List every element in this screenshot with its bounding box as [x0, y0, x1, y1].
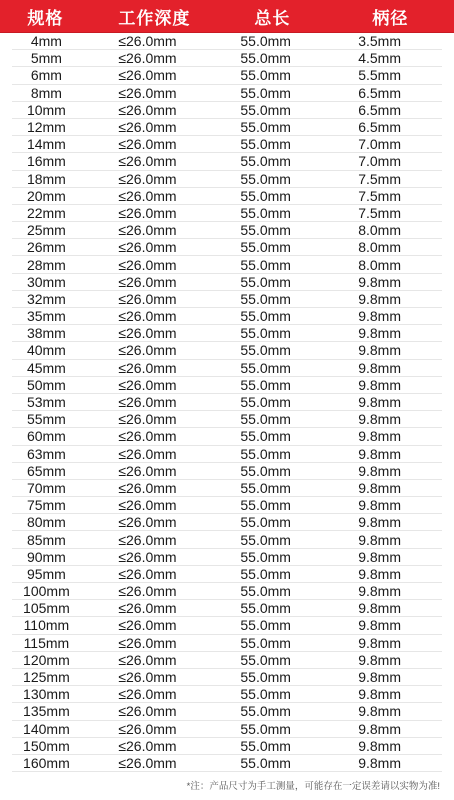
- header-total-length: 总长: [254, 8, 291, 28]
- table-row: [12, 274, 442, 291]
- table-row: [12, 652, 442, 669]
- cell-shank-diameter: 9.8mm: [358, 514, 402, 531]
- cell-shank-diameter: 9.8mm: [358, 686, 402, 703]
- table-row: [12, 153, 442, 170]
- table-header: [0, 0, 454, 33]
- cell-shank-diameter: 9.8mm: [358, 737, 402, 754]
- cell-shank-diameter: 9.8mm: [358, 359, 402, 376]
- cell-spec: 60mm: [26, 428, 66, 445]
- cell-spec: 160mm: [23, 754, 70, 771]
- cell-spec: 110mm: [23, 617, 70, 634]
- cell-total-length: 55.0mm: [240, 514, 291, 531]
- cell-spec: 95mm: [26, 565, 66, 582]
- cell-total-length: 55.0mm: [240, 703, 291, 720]
- cell-working-depth: ≤26.0mm: [118, 50, 177, 67]
- cell-shank-diameter: 3.5mm: [358, 33, 402, 50]
- cell-shank-diameter: 8.0mm: [358, 256, 402, 273]
- cell-spec: 75mm: [26, 497, 66, 514]
- cell-shank-diameter: 9.8mm: [358, 703, 402, 720]
- cell-spec: 12mm: [26, 119, 66, 136]
- cell-total-length: 55.0mm: [240, 273, 291, 290]
- cell-shank-diameter: 7.0mm: [358, 153, 402, 170]
- cell-shank-diameter: 9.8mm: [358, 394, 402, 411]
- table-row: [12, 480, 442, 497]
- cell-total-length: 55.0mm: [240, 187, 291, 204]
- cell-shank-diameter: 9.8mm: [358, 617, 402, 634]
- cell-spec: 140mm: [23, 720, 70, 737]
- header-shank-diameter: 柄径: [372, 8, 409, 28]
- table-row: [12, 239, 442, 256]
- cell-shank-diameter: 9.8mm: [358, 411, 402, 428]
- cell-working-depth: ≤26.0mm: [118, 376, 177, 393]
- cell-working-depth: ≤26.0mm: [118, 33, 177, 50]
- cell-working-depth: ≤26.0mm: [118, 290, 177, 307]
- cell-working-depth: ≤26.0mm: [118, 239, 177, 256]
- cell-shank-diameter: 7.0mm: [358, 136, 402, 153]
- cell-spec: 8mm: [30, 84, 62, 101]
- cell-spec: 130mm: [23, 686, 70, 703]
- cell-spec: 10mm: [26, 101, 66, 118]
- cell-shank-diameter: 6.5mm: [358, 119, 402, 136]
- table-row: [12, 205, 442, 222]
- cell-total-length: 55.0mm: [240, 119, 291, 136]
- cell-shank-diameter: 6.5mm: [358, 84, 402, 101]
- table-row: [12, 119, 442, 136]
- table-row: [12, 514, 442, 531]
- cell-working-depth: ≤26.0mm: [118, 548, 177, 565]
- cell-shank-diameter: 9.8mm: [358, 754, 402, 771]
- table-row: [12, 721, 442, 738]
- cell-spec: 135mm: [23, 703, 70, 720]
- cell-working-depth: ≤26.0mm: [118, 651, 177, 668]
- cell-total-length: 55.0mm: [240, 50, 291, 67]
- cell-total-length: 55.0mm: [240, 617, 291, 634]
- cell-working-depth: ≤26.0mm: [118, 119, 177, 136]
- table-row: [12, 428, 442, 445]
- cell-total-length: 55.0mm: [240, 153, 291, 170]
- table-row: [12, 703, 442, 720]
- table-row: [12, 50, 442, 67]
- cell-shank-diameter: 9.8mm: [358, 342, 402, 359]
- cell-spec: 55mm: [26, 411, 66, 428]
- cell-working-depth: ≤26.0mm: [118, 703, 177, 720]
- cell-spec: 125mm: [23, 669, 70, 686]
- cell-spec: 38mm: [26, 325, 66, 342]
- measurement-note: *注：产品尺寸为手工测量，可能存在一定误差请以实物为准!: [186, 781, 440, 792]
- cell-total-length: 55.0mm: [240, 325, 291, 342]
- cell-total-length: 55.0mm: [240, 33, 291, 50]
- cell-working-depth: ≤26.0mm: [118, 479, 177, 496]
- cell-shank-diameter: 9.8mm: [358, 634, 402, 651]
- cell-working-depth: ≤26.0mm: [118, 462, 177, 479]
- table-row: [12, 360, 442, 377]
- cell-total-length: 55.0mm: [240, 497, 291, 514]
- cell-working-depth: ≤26.0mm: [118, 153, 177, 170]
- cell-spec: 35mm: [26, 308, 66, 325]
- cell-total-length: 55.0mm: [240, 720, 291, 737]
- cell-total-length: 55.0mm: [240, 634, 291, 651]
- cell-spec: 115mm: [23, 634, 70, 651]
- cell-total-length: 55.0mm: [240, 737, 291, 754]
- table-row: [12, 617, 442, 634]
- table-row: [12, 377, 442, 394]
- cell-total-length: 55.0mm: [240, 222, 291, 239]
- cell-spec: 50mm: [26, 376, 66, 393]
- cell-shank-diameter: 8.0mm: [358, 222, 402, 239]
- cell-spec: 20mm: [26, 187, 66, 204]
- cell-spec: 45mm: [26, 359, 66, 376]
- table-row: [12, 669, 442, 686]
- cell-shank-diameter: 9.8mm: [358, 428, 402, 445]
- table-row: [12, 497, 442, 514]
- cell-total-length: 55.0mm: [240, 359, 291, 376]
- cell-working-depth: ≤26.0mm: [118, 170, 177, 187]
- cell-working-depth: ≤26.0mm: [118, 617, 177, 634]
- cell-working-depth: ≤26.0mm: [118, 634, 177, 651]
- cell-working-depth: ≤26.0mm: [118, 754, 177, 771]
- cell-shank-diameter: 9.8mm: [358, 479, 402, 496]
- header-spec: 规格: [27, 8, 64, 28]
- cell-total-length: 55.0mm: [240, 565, 291, 582]
- cell-spec: 16mm: [26, 153, 66, 170]
- table-row: [12, 531, 442, 548]
- cell-total-length: 55.0mm: [240, 67, 291, 84]
- table-row: [12, 136, 442, 153]
- cell-working-depth: ≤26.0mm: [118, 686, 177, 703]
- cell-spec: 85mm: [26, 531, 66, 548]
- cell-working-depth: ≤26.0mm: [118, 187, 177, 204]
- cell-shank-diameter: 7.5mm: [358, 187, 402, 204]
- cell-total-length: 55.0mm: [240, 376, 291, 393]
- cell-spec: 80mm: [26, 514, 66, 531]
- table-row: [12, 67, 442, 84]
- cell-total-length: 55.0mm: [240, 290, 291, 307]
- cell-working-depth: ≤26.0mm: [118, 514, 177, 531]
- cell-spec: 6mm: [30, 67, 62, 84]
- table-row: [12, 600, 442, 617]
- cell-shank-diameter: 9.8mm: [358, 462, 402, 479]
- cell-working-depth: ≤26.0mm: [118, 204, 177, 221]
- cell-spec: 65mm: [26, 462, 66, 479]
- cell-total-length: 55.0mm: [240, 394, 291, 411]
- table-row: [12, 566, 442, 583]
- cell-total-length: 55.0mm: [240, 531, 291, 548]
- cell-shank-diameter: 9.8mm: [358, 565, 402, 582]
- cell-working-depth: ≤26.0mm: [118, 565, 177, 582]
- cell-working-depth: ≤26.0mm: [118, 101, 177, 118]
- cell-working-depth: ≤26.0mm: [118, 445, 177, 462]
- cell-shank-diameter: 9.8mm: [358, 669, 402, 686]
- cell-total-length: 55.0mm: [240, 136, 291, 153]
- table-row: [12, 446, 442, 463]
- cell-working-depth: ≤26.0mm: [118, 67, 177, 84]
- table-row: [12, 342, 442, 359]
- cell-total-length: 55.0mm: [240, 308, 291, 325]
- table-row: [12, 325, 442, 342]
- table-row: [12, 463, 442, 480]
- cell-spec: 4mm: [30, 33, 62, 50]
- cell-working-depth: ≤26.0mm: [118, 583, 177, 600]
- cell-working-depth: ≤26.0mm: [118, 720, 177, 737]
- cell-total-length: 55.0mm: [240, 462, 291, 479]
- cell-total-length: 55.0mm: [240, 479, 291, 496]
- cell-total-length: 55.0mm: [240, 583, 291, 600]
- cell-shank-diameter: 7.5mm: [358, 170, 402, 187]
- table-row: [12, 222, 442, 239]
- cell-shank-diameter: 9.8mm: [358, 583, 402, 600]
- cell-working-depth: ≤26.0mm: [118, 600, 177, 617]
- cell-spec: 22mm: [26, 204, 66, 221]
- cell-shank-diameter: 9.8mm: [358, 273, 402, 290]
- table-row: [12, 188, 442, 205]
- cell-spec: 100mm: [23, 583, 70, 600]
- cell-spec: 90mm: [26, 548, 66, 565]
- cell-working-depth: ≤26.0mm: [118, 273, 177, 290]
- cell-total-length: 55.0mm: [240, 256, 291, 273]
- cell-total-length: 55.0mm: [240, 686, 291, 703]
- cell-spec: 150mm: [23, 737, 70, 754]
- cell-spec: 14mm: [26, 136, 66, 153]
- cell-spec: 25mm: [26, 222, 66, 239]
- cell-spec: 5mm: [30, 50, 62, 67]
- cell-spec: 53mm: [26, 394, 66, 411]
- cell-spec: 28mm: [26, 256, 66, 273]
- table-row: [12, 102, 442, 119]
- table-row: [12, 755, 442, 772]
- cell-shank-diameter: 4.5mm: [358, 50, 402, 67]
- table-row: [12, 171, 442, 188]
- table-row: [12, 291, 442, 308]
- table-row: [12, 411, 442, 428]
- table-row: [12, 583, 442, 600]
- cell-total-length: 55.0mm: [240, 170, 291, 187]
- cell-spec: 63mm: [26, 445, 66, 462]
- cell-working-depth: ≤26.0mm: [118, 325, 177, 342]
- cell-spec: 40mm: [26, 342, 66, 359]
- table-row: [12, 308, 442, 325]
- cell-shank-diameter: 9.8mm: [358, 308, 402, 325]
- cell-shank-diameter: 9.8mm: [358, 290, 402, 307]
- table-row: [12, 549, 442, 566]
- cell-working-depth: ≤26.0mm: [118, 256, 177, 273]
- cell-shank-diameter: 9.8mm: [358, 548, 402, 565]
- cell-shank-diameter: 9.8mm: [358, 531, 402, 548]
- cell-total-length: 55.0mm: [240, 428, 291, 445]
- cell-shank-diameter: 7.5mm: [358, 204, 402, 221]
- cell-total-length: 55.0mm: [240, 548, 291, 565]
- cell-working-depth: ≤26.0mm: [118, 222, 177, 239]
- cell-working-depth: ≤26.0mm: [118, 411, 177, 428]
- cell-total-length: 55.0mm: [240, 669, 291, 686]
- cell-shank-diameter: 9.8mm: [358, 720, 402, 737]
- table-row: [12, 738, 442, 755]
- cell-spec: 105mm: [23, 600, 70, 617]
- cell-total-length: 55.0mm: [240, 600, 291, 617]
- cell-spec: 70mm: [26, 479, 66, 496]
- table-row: [12, 686, 442, 703]
- cell-total-length: 55.0mm: [240, 342, 291, 359]
- cell-total-length: 55.0mm: [240, 239, 291, 256]
- table-row: [12, 85, 442, 102]
- cell-total-length: 55.0mm: [240, 101, 291, 118]
- cell-total-length: 55.0mm: [240, 445, 291, 462]
- cell-working-depth: ≤26.0mm: [118, 359, 177, 376]
- table-row: [12, 33, 442, 50]
- cell-working-depth: ≤26.0mm: [118, 136, 177, 153]
- cell-total-length: 55.0mm: [240, 411, 291, 428]
- cell-working-depth: ≤26.0mm: [118, 394, 177, 411]
- header-working-depth: 工作深度: [118, 8, 191, 28]
- cell-total-length: 55.0mm: [240, 84, 291, 101]
- table-body: [12, 33, 442, 772]
- cell-working-depth: ≤26.0mm: [118, 497, 177, 514]
- cell-shank-diameter: 9.8mm: [358, 600, 402, 617]
- cell-working-depth: ≤26.0mm: [118, 737, 177, 754]
- cell-working-depth: ≤26.0mm: [118, 669, 177, 686]
- table-row: [12, 394, 442, 411]
- cell-shank-diameter: 9.8mm: [358, 651, 402, 668]
- table-row: [12, 635, 442, 652]
- cell-spec: 18mm: [26, 170, 66, 187]
- cell-total-length: 55.0mm: [240, 754, 291, 771]
- cell-spec: 32mm: [26, 290, 66, 307]
- cell-shank-diameter: 9.8mm: [358, 325, 402, 342]
- cell-shank-diameter: 9.8mm: [358, 376, 402, 393]
- cell-working-depth: ≤26.0mm: [118, 342, 177, 359]
- cell-shank-diameter: 9.8mm: [358, 497, 402, 514]
- cell-working-depth: ≤26.0mm: [118, 428, 177, 445]
- cell-spec: 26mm: [26, 239, 66, 256]
- cell-shank-diameter: 5.5mm: [358, 67, 402, 84]
- cell-total-length: 55.0mm: [240, 651, 291, 668]
- cell-spec: 120mm: [23, 651, 70, 668]
- cell-shank-diameter: 9.8mm: [358, 445, 402, 462]
- table-row: [12, 256, 442, 273]
- cell-working-depth: ≤26.0mm: [118, 531, 177, 548]
- cell-shank-diameter: 8.0mm: [358, 239, 402, 256]
- cell-shank-diameter: 6.5mm: [358, 101, 402, 118]
- cell-working-depth: ≤26.0mm: [118, 308, 177, 325]
- cell-spec: 30mm: [26, 273, 66, 290]
- cell-working-depth: ≤26.0mm: [118, 84, 177, 101]
- cell-total-length: 55.0mm: [240, 204, 291, 221]
